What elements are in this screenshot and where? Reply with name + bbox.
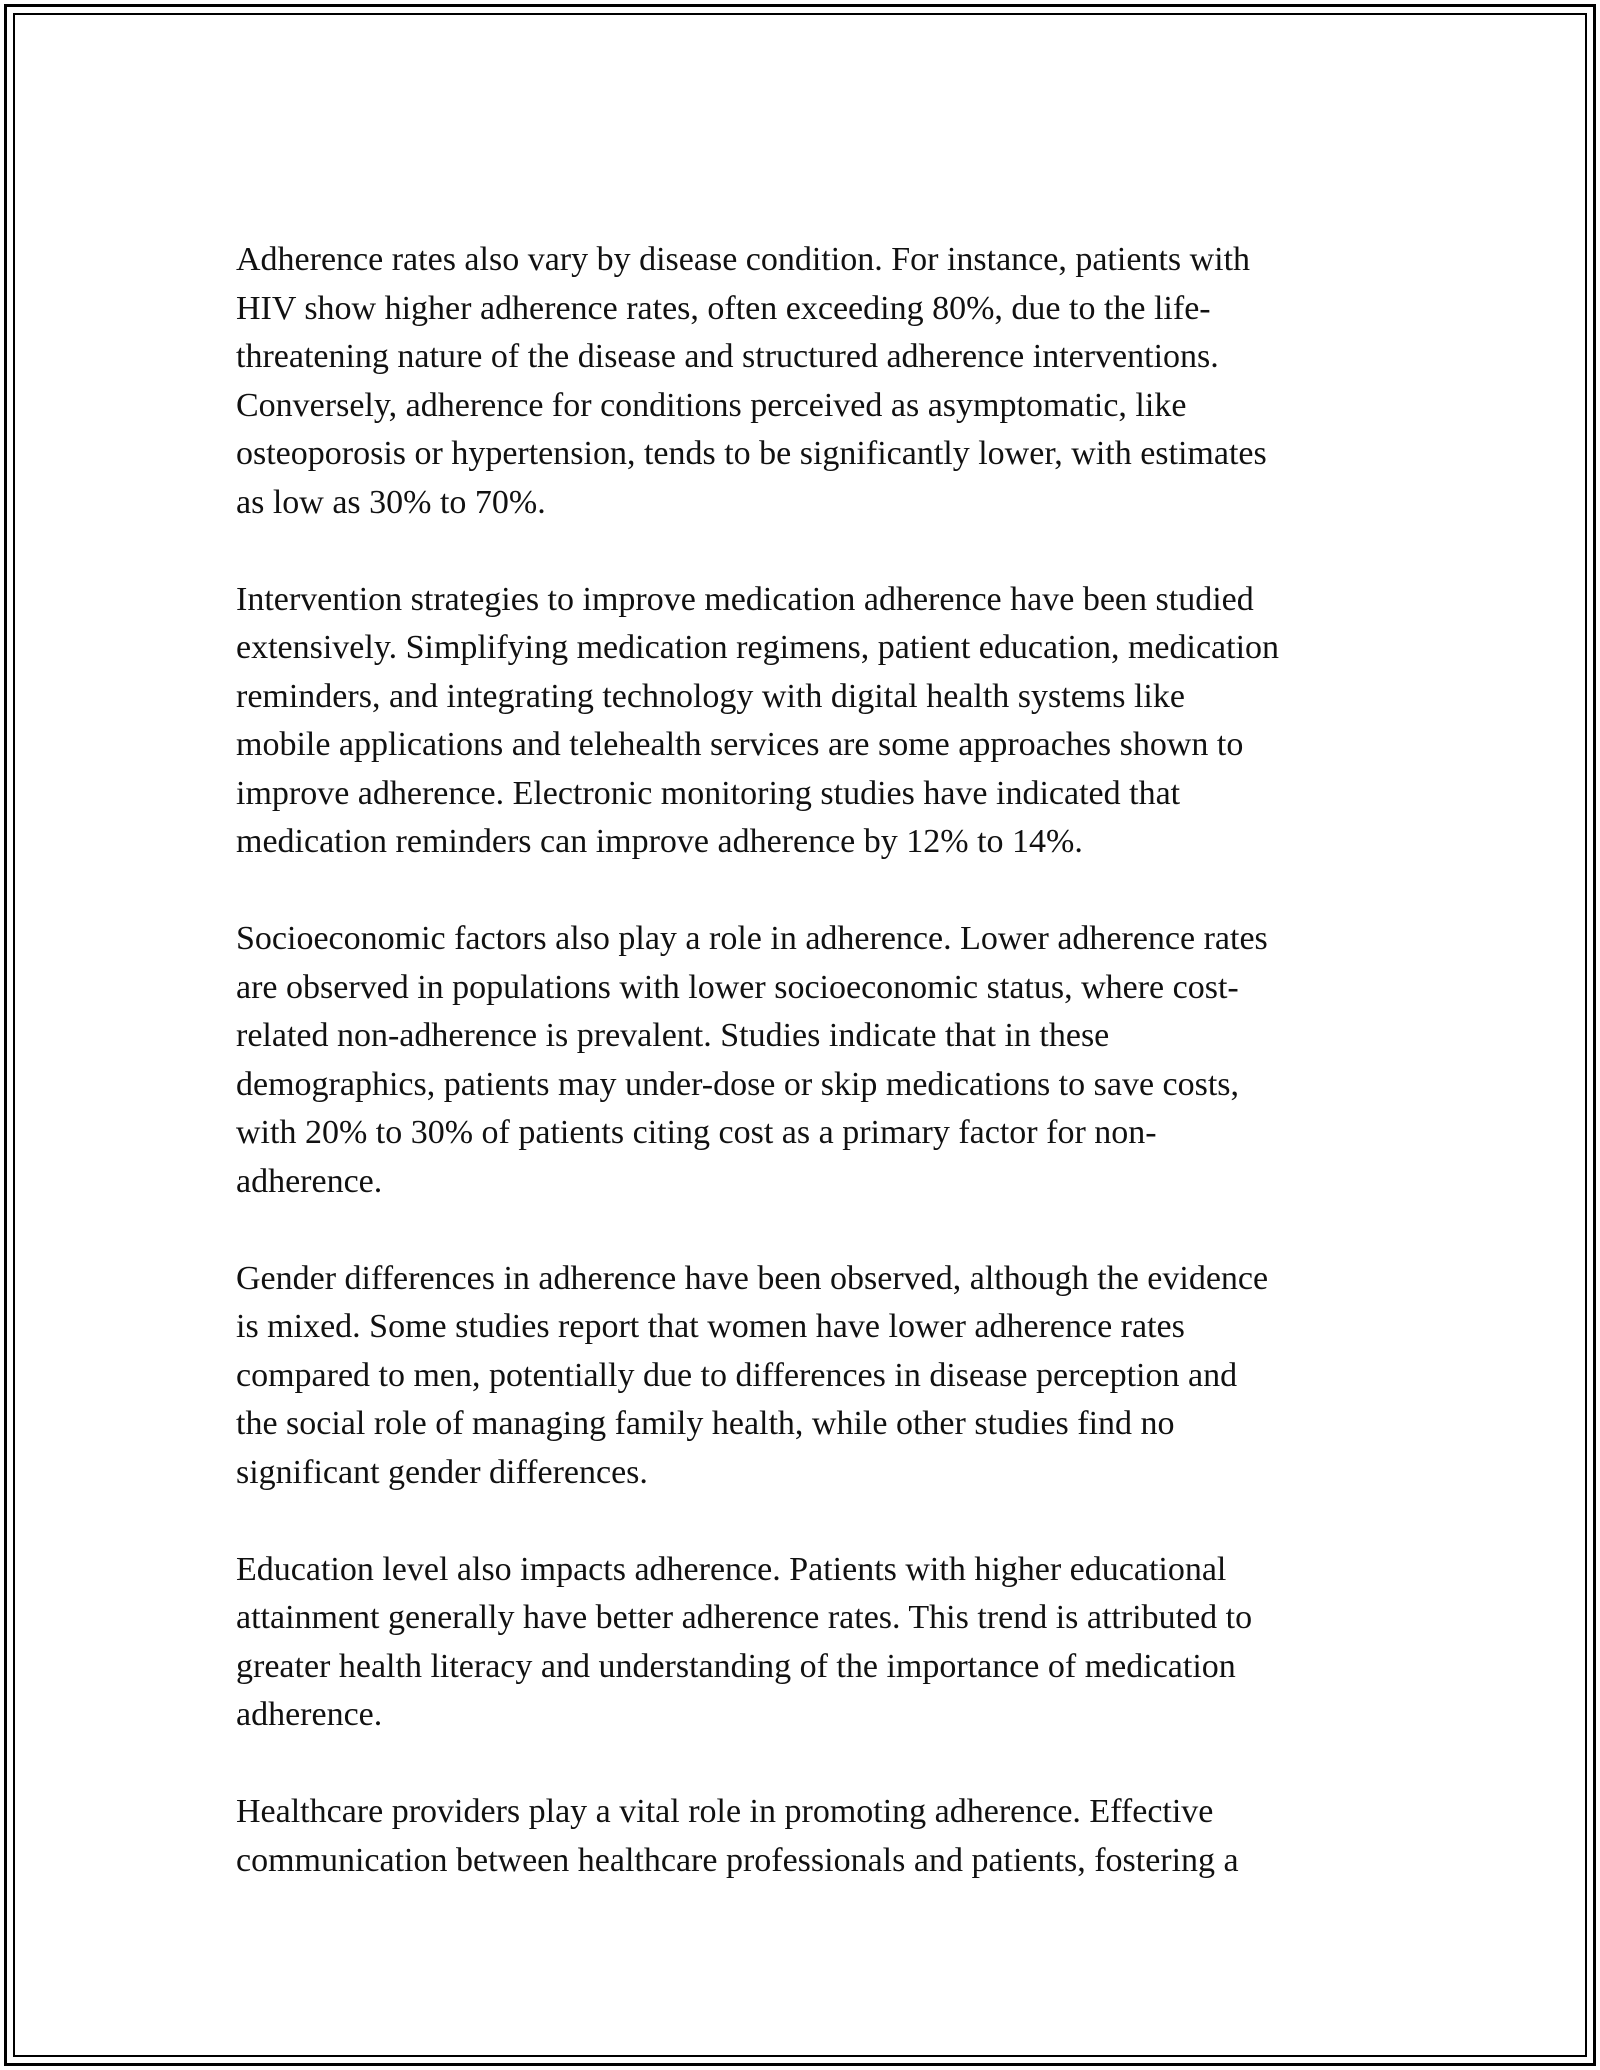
paragraph-socioeconomic-factors xyxy=(236,915,1386,1206)
text-line: Education level also impacts adherence. Patients with higher educational xyxy=(236,1550,1227,1588)
text-line: attainment generally have better adherence rates. This trend is attributed to xyxy=(236,1599,1253,1636)
text-line: threatening nature of the disease and structured adherence interventions. xyxy=(236,338,1219,375)
text-line: extensively. Simplifying medication regimens, patient education, medication xyxy=(236,629,1280,666)
text-line: medication reminders can improve adherence by 12% to 14%. xyxy=(236,823,1083,860)
text-line: Healthcare providers play a vital role in promoting adherence. Effective xyxy=(236,1793,1214,1830)
paragraph-intervention-strategies xyxy=(236,576,1386,867)
text-line: with 20% to 30% of patients citing cost as a primary factor for non- xyxy=(236,1114,1157,1151)
text-line: as low as 30% to 70%. xyxy=(236,483,546,521)
text-line: improve adherence. Electronic monitoring studies have indicated that xyxy=(236,774,1181,812)
text-line: related non-adherence is prevalent. Studies indicate that in these xyxy=(236,1017,1110,1054)
text-line: mobile applications and telehealth services are some approaches shown to xyxy=(236,726,1244,763)
paragraph-disease-condition xyxy=(236,236,1386,527)
text-line: adherence. xyxy=(236,1162,383,1200)
text-line: communication between healthcare professionals and patients, fostering a xyxy=(236,1841,1239,1879)
text-line: the social role of managing family health, while other studies find no xyxy=(236,1405,1175,1442)
paragraph-education-level xyxy=(236,1546,1386,1740)
text-line: Conversely, adherence for conditions perceived as asymptomatic, like xyxy=(236,386,1187,424)
text-line: adherence. xyxy=(236,1696,383,1733)
text-line: reminders, and integrating technology with digital health systems like xyxy=(236,677,1185,715)
text-line: demographics, patients may under-dose or skip medications to save costs, xyxy=(236,1065,1240,1103)
text-line: Gender differences in adherence have been observed, although the evidence xyxy=(236,1259,1269,1297)
text-line: Adherence rates also vary by disease condition. For instance, patients with xyxy=(236,241,1251,278)
text-line: HIV show higher adherence rates, often exceeding 80%, due to the life- xyxy=(236,289,1211,327)
paragraph-gender-differences xyxy=(236,1255,1386,1498)
paragraph-healthcare-providers xyxy=(236,1788,1386,1885)
text-line: osteoporosis or hypertension, tends to be significantly lower, with estimates xyxy=(236,435,1267,472)
text-line: are observed in populations with lower socioeconomic status, where cost- xyxy=(236,968,1239,1006)
text-line: greater health literacy and understanding of the importance of medication xyxy=(236,1647,1236,1685)
text-line: significant gender differences. xyxy=(236,1453,648,1491)
text-line: compared to men, potentially due to differences in disease perception and xyxy=(236,1356,1238,1394)
document-body xyxy=(236,236,1386,1934)
text-line: is mixed. Some studies report that women have lower adherence rates xyxy=(236,1308,1185,1345)
text-line: Socioeconomic factors also play a role in adherence. Lower adherence rates xyxy=(236,920,1268,957)
text-line: Intervention strategies to improve medication adherence have been studied xyxy=(236,580,1254,618)
